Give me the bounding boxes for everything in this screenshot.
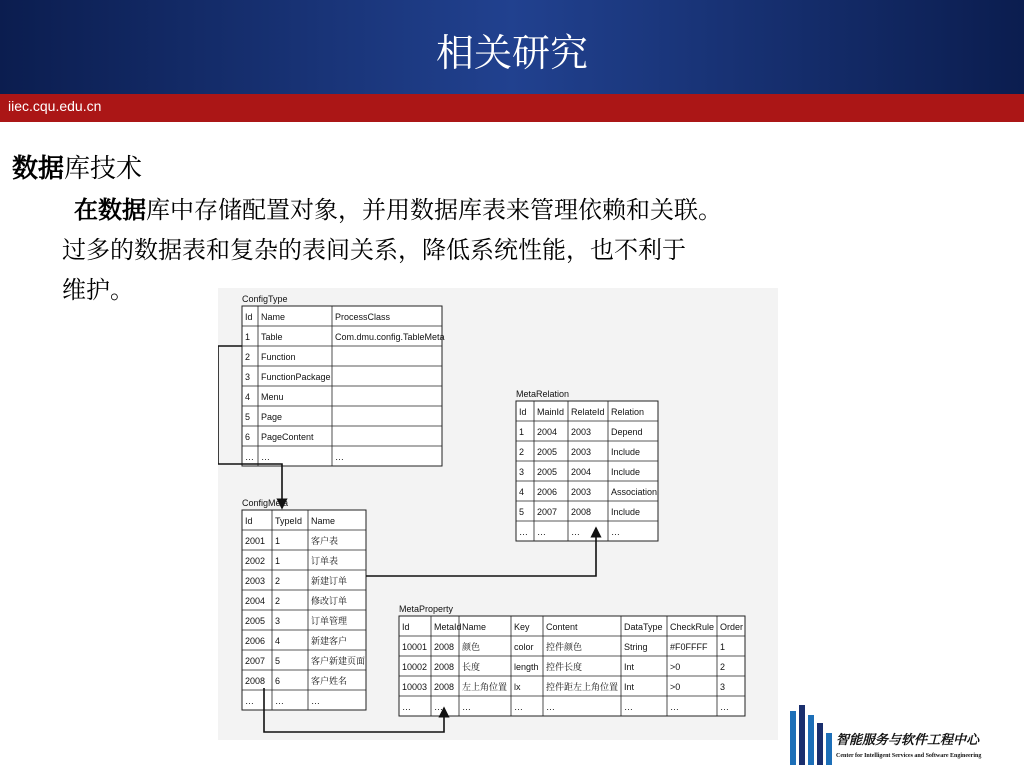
section-heading: [12, 148, 142, 185]
table-cell: 2003: [571, 487, 592, 497]
table-cell: 5: [245, 412, 251, 422]
url-bar: [0, 94, 1024, 122]
table-cell: 3: [245, 372, 251, 382]
table-header-cell: Name: [261, 312, 286, 322]
table-cell: …: [624, 702, 633, 712]
table-cell: Page: [261, 412, 283, 422]
paragraph-line-1-text: 库中存储配置对象，并用数据库表来管理依赖和关联。: [146, 196, 722, 224]
table-cell: #F0FFFF: [670, 642, 708, 652]
table-cell: …: [571, 527, 580, 537]
logo-emblem-icon: [786, 703, 834, 768]
table-cell: 2: [275, 596, 281, 606]
site-url: iiec.cqu.edu.cn: [8, 98, 102, 114]
table-cell: PageContent: [261, 432, 314, 442]
table-cell: Include: [611, 447, 641, 457]
table-cell: 2008: [571, 507, 592, 517]
table-cell: 5: [275, 656, 281, 666]
institution-logo: [786, 703, 1024, 768]
table-cell: >0: [670, 682, 681, 692]
table-cell: 长度: [462, 662, 481, 672]
table-cell: 2004: [245, 596, 266, 606]
table-header-cell: Key: [514, 622, 530, 632]
table-cell: 颜色: [462, 642, 481, 652]
table-cell: 控件距左上角位置: [546, 682, 619, 692]
database-schema-figure: [218, 288, 778, 740]
table-header-cell: MainId: [537, 407, 565, 417]
table-cell: 6: [245, 432, 251, 442]
config-type-table-name: ConfigType: [242, 294, 288, 304]
table-cell: 2003: [245, 576, 266, 586]
table-cell: 2003: [571, 447, 592, 457]
table-cell: 客户姓名: [311, 676, 348, 686]
paragraph-line-2: 过多的数据表和复杂的表间关系，降低系统性能，也不利于: [62, 236, 686, 264]
logo-chinese-name: 智能服务与软件工程中心: [836, 733, 980, 748]
table-cell: 2001: [245, 536, 266, 546]
table-cell: length: [514, 662, 539, 672]
meta-relation-table-name: MetaRelation: [516, 389, 570, 399]
table-cell: 3: [519, 467, 525, 477]
table-cell: 2008: [434, 642, 455, 652]
table-cell: FunctionPackage: [261, 372, 331, 382]
table-cell: Association: [611, 487, 658, 497]
section-heading-bold: 数据: [12, 154, 65, 184]
table-header-cell: ProcessClass: [335, 312, 391, 322]
table-cell: 2003: [571, 427, 592, 437]
table-header-cell: Id: [519, 407, 527, 417]
title-banner: [0, 0, 1024, 94]
table-cell: 2004: [537, 427, 558, 437]
table-header-cell: Id: [402, 622, 410, 632]
table-cell: …: [514, 702, 523, 712]
table-cell: 1: [519, 427, 525, 437]
table-header-cell: Order: [720, 622, 744, 632]
table-cell: 新建订单: [311, 576, 348, 586]
table-cell: 10002: [402, 662, 428, 672]
table-cell: 4: [275, 636, 281, 646]
table-cell: 10001: [402, 642, 428, 652]
table-cell: 控件长度: [546, 662, 583, 672]
table-cell: 2005: [537, 447, 558, 457]
table-cell: …: [434, 702, 443, 712]
table-header-cell: Relation: [611, 407, 645, 417]
table-cell: Depend: [611, 427, 643, 437]
table-cell: …: [275, 696, 284, 706]
paragraph-line-1: [62, 190, 1002, 230]
table-cell: …: [311, 696, 320, 706]
schema-diagram: [218, 288, 778, 740]
table-header-cell: Name: [462, 622, 487, 632]
table-cell: …: [261, 452, 270, 462]
table-cell: 客户表: [311, 536, 339, 546]
table-cell: 4: [245, 392, 251, 402]
table-cell: …: [462, 702, 471, 712]
table-cell: 2008: [245, 676, 266, 686]
table-cell: 订单管理: [311, 616, 348, 626]
table-cell: 控件颜色: [546, 642, 583, 652]
table-cell: color: [514, 642, 534, 652]
table-cell: 2006: [245, 636, 266, 646]
table-cell: Com.dmu.config.TableMeta: [335, 332, 445, 342]
table-cell: 2: [245, 352, 251, 362]
table-cell: …: [537, 527, 546, 537]
table-cell: 3: [275, 616, 281, 626]
table-cell: 2008: [434, 662, 455, 672]
page-title: 相关研究: [435, 31, 588, 75]
table-header-cell: RelateId: [571, 407, 605, 417]
table-cell: …: [546, 702, 555, 712]
table-cell: 2005: [245, 616, 266, 626]
table-cell: 2004: [571, 467, 592, 477]
section-heading-rest: 库技术: [64, 154, 143, 184]
table-cell: lx: [514, 682, 521, 692]
paragraph-line-3: 维护。: [62, 276, 134, 304]
table-cell: …: [402, 702, 411, 712]
table-cell: 2005: [537, 467, 558, 477]
logo-english-name: Center for Intelligent Services and Software Engineering: [836, 753, 982, 759]
table-cell: Include: [611, 507, 641, 517]
table-cell: 2008: [434, 682, 455, 692]
table-cell: >0: [670, 662, 681, 672]
table-header-cell: Id: [245, 516, 253, 526]
table-cell: …: [670, 702, 679, 712]
table-header-cell: Content: [546, 622, 578, 632]
table-cell: 1: [275, 536, 281, 546]
table-cell: 1: [720, 642, 726, 652]
table-cell: …: [335, 452, 344, 462]
table-header-cell: Id: [245, 312, 253, 322]
table-cell: 修改订单: [311, 596, 348, 606]
table-header-cell: DataType: [624, 622, 663, 632]
table-cell: 2: [519, 447, 525, 457]
table-cell: 新建客户: [311, 636, 348, 646]
table-cell: Include: [611, 467, 641, 477]
table-cell: 1: [245, 332, 251, 342]
table-header-cell: Name: [311, 516, 336, 526]
paragraph-bold: 在数据: [74, 196, 146, 224]
meta-property-table-name: MetaProperty: [399, 604, 454, 614]
table-cell: 2002: [245, 556, 266, 566]
table-cell: Menu: [261, 392, 284, 402]
table-cell: 左上角位置: [462, 682, 508, 692]
table-header-cell: TypeId: [275, 516, 303, 526]
table-cell: …: [611, 527, 620, 537]
table-cell: Int: [624, 682, 635, 692]
table-cell: 2: [720, 662, 726, 672]
table-cell: 5: [519, 507, 525, 517]
table-cell: 客户新建页面: [311, 656, 366, 666]
table-cell: 6: [275, 676, 281, 686]
table-cell: Table: [261, 332, 283, 342]
table-cell: Function: [261, 352, 296, 362]
table-header-cell: CheckRule: [670, 622, 715, 632]
table-cell: 4: [519, 487, 525, 497]
table-cell: 订单表: [311, 556, 339, 566]
table-cell: …: [245, 696, 254, 706]
table-cell: 2007: [245, 656, 266, 666]
table-cell: …: [720, 702, 729, 712]
table-cell: 2006: [537, 487, 558, 497]
table-header-cell: MetaId: [434, 622, 462, 632]
config-meta-table-name: ConfigMeta: [242, 498, 289, 508]
table-cell: …: [245, 452, 254, 462]
table-cell: …: [519, 527, 528, 537]
table-cell: 10003: [402, 682, 428, 692]
table-cell: 3: [720, 682, 726, 692]
table-cell: 2007: [537, 507, 558, 517]
table-cell: Int: [624, 662, 635, 672]
table-cell: 2: [275, 576, 281, 586]
table-cell: 1: [275, 556, 281, 566]
table-cell: String: [624, 642, 648, 652]
